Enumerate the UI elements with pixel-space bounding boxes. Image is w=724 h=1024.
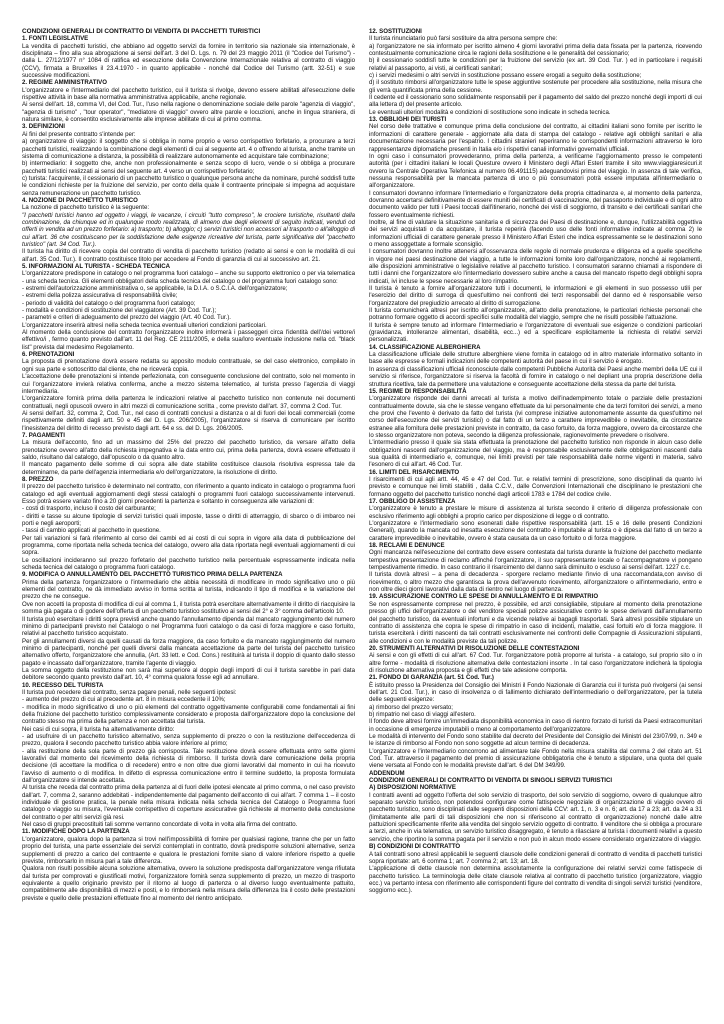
paragraph: - modalità e condizioni di sostituzione del viaggiatore (Art. 39 Cod. Tur.); bbox=[22, 307, 217, 315]
paragraph: Ove non accetti la proposta di modifica di cui al comma 1, il turista potrà esercitare alternativamente il diritto di riacquisire la somma già pagata o di godere dell'offerta di un pacchetto turistico sostitutivo ai sensi del 2° e 3° comma dell'articolo 10. bbox=[22, 600, 355, 616]
addendum-heading: CONDIZIONI GENERALI DI CONTRATTO DI VENDITA DI SINGOLI SERVIZI TURISTICI bbox=[369, 777, 613, 785]
paragraph: Il turista può esercitare i diritti sopra previsti anche quando l'annullamento dipenda dal mancato raggiungimento del numero minimo di partecipanti previsto nel Catalogo o nel Programma fuori catalogo o da casi di forza maggiore e caso fortuito, relativi al pacchetto turistico acquistato. bbox=[22, 615, 355, 638]
paragraph: Ai sensi dell'art. 18, comma VI, del Cod. Tur., l'uso nella ragione o denominazione sociale delle parole "agenzia di viaggio", "agenzia di turismo" , "tour operator", "mediatore di viaggio" ovvero altre parole e locuzioni, anche in lingua straniera, di natura similare, è consentito esclusivamente alle imprese abilitate di cui al primo comma. bbox=[22, 101, 355, 124]
paragraph: Il cedente ed il cessionario sono solidalmente responsabili per il pagamento del saldo del prezzo nonché degli importi di cui alla lettera d) del presente articolo. bbox=[369, 94, 702, 109]
paragraph: L'accettazione delle prenotazioni si intende perfezionata, con conseguente conclusione del contratto, solo nel momento in cui l'organizzatore invierà relativa conferma, anche a mezzo sistema telematico, al turista presso l'agenzia di viaggi intermediaria. bbox=[22, 373, 355, 395]
paragraph: Il turista può recedere dal contratto, senza pagare penali, nelle seguenti ipotesi: bbox=[22, 688, 237, 696]
paragraph: - parametri e criteri di adeguamento del prezzo del viaggio (Art. 40 Cod. Tur.). bbox=[22, 314, 231, 322]
paragraph: I consumatori dovranno informare l'intermediario e l'organizzatore della propria cittadinanza e, al momento della partenza, dovranno accertarsi definitivamente di essere muniti dei certificati di vaccinazione, del passaporto individuale e di ogni altro documento valido per tutti i Paesi toccati dall'itinerario, nonché dei visti di soggiorno, di transito e dei certificati sanitari che fossero eventualmente richiesti. bbox=[369, 189, 702, 219]
paragraph: Per gli annullamenti diversi da quelli causati da forza maggiore, da caso fortuito e da mancato raggiungimento del numero minimo di partecipanti, nonché per quelli diversi dalla mancata accettazione da parte del turista del pacchetto turistico alternativo offerto, l'organizzatore che annulla, (Art. 33 lett. e Cod. Cons.) restituirà al turista il doppio di quanto dallo stesso pagato e incassato dall'organizzatore, tramite l'agente di viaggio. bbox=[22, 637, 355, 667]
paragraph: La misura dell'acconto, fino ad un massimo del 25% del prezzo del pacchetto turistico, da versare all'atto della prenotazione ovvero all'atto della richiesta impegnativa e la data entro cui, prima della partenza, dovrà essere effettuato il saldo, risultano dal catalogo, dall'opuscolo o da quanto altro. bbox=[22, 439, 355, 461]
section-heading: 13. OBBLIGHI DEI TURISTI bbox=[369, 116, 447, 124]
section-heading: 15. REGIME DI RESPONSABILITÀ bbox=[369, 387, 467, 395]
paragraph: Le modalità di intervento del Fondo sono stabilite dal decreto del Presidente del Consiglio dei Ministri del 23/07/99, n. 349 e le istanze di rimborso al Fondo non sono soggette ad alcun termine di decadenza. bbox=[369, 733, 702, 748]
right-column bbox=[369, 28, 702, 1010]
paragraph: L'organizzatore e l'intermediario sono esonerati dalle rispettive responsabilità (artt. 15 e 16 delle presenti Condizioni Generali), quando la mancata od inesatta esecuzione del contratto è imputabile al turista o è dipesa dal fatto di un terzo a carattere imprevedibile o inevitabile, ovvero è stata causata da un caso fortuito o di forza maggiore. bbox=[369, 520, 702, 542]
section-heading: 1. FONTI LEGISLATIVE bbox=[22, 35, 89, 43]
paragraph: a) rimborso del prezzo versato; bbox=[369, 703, 453, 711]
paragraph: Il prezzo del pacchetto turistico è determinato nel contratto, con riferimento a quanto indicato in catalogo o programma fuori catalogo ed agli eventuali aggiornamenti degli stessi cataloghi o programmi fuori catalogo successivamente intervenuti. Esso potrà essere variato fino a 20 giorni precedenti la partenza e soltanto in conseguenza alle variazioni di: bbox=[22, 483, 355, 505]
paragraph: La proposta di prenotazione dovrà essere redatta su apposito modulo contrattuale, se del caso elettronico, compilato in ogni sua parte e sottoscritto dal cliente, che ne riceverà copia. bbox=[22, 358, 355, 373]
paragraph: In ogni caso i consumatori provvederanno, prima della partenza, a verificarne l'aggiornamento presso le competenti autorità (per i cittadini italiani le locali Questure ovvero il Ministero degli Affari Esteri tramite il sito www.viaggiaresicuri.it ovvero la Centrale Operativa Telefonica al numero 06.491115) adeguandovisi prima del viaggio. In assenza di tale verifica, nessuna responsabilità per la mancata partenza di uno o più consumatori potrà essere imputata all'intermediario o all'organizzatore. bbox=[369, 152, 702, 190]
paragraph: b) rimpatrio nel caso di viaggi all'estero. bbox=[369, 710, 476, 718]
section-heading: 3. DEFINIZIONI bbox=[22, 123, 65, 131]
paragraph: Nel caso di gruppi precostituiti tali somme verranno concordate di volta in volta alla firma del contratto. bbox=[22, 821, 298, 829]
paragraph: La classificazione ufficiale delle strutture alberghiere viene fornita in catalogo od in altro materiale informativo soltanto in base alle espresse e formali indicazioni delle competenti autorità del paese in cui il servizio è erogato. bbox=[369, 351, 702, 366]
paragraph: Il fondo deve altresì fornire un'immediata disponibilità economica in caso di rientro forzato di turisti da Paesi extracomunitari in occasione di emergenze imputabili o meno al comportamento dell'organizzatore. bbox=[369, 718, 702, 733]
paragraph: I risarcimenti di cui agli artt. 44, 45 e 47 del Cod. Tur. e relativi termini di prescrizione, sono disciplinati da quanto ivi previsto e comunque nei limiti stabiliti , dalla C.C.V., dalle Convenzioni Internazionali che disciplinano le prestazioni che formano oggetto del pacchetto turistico nonché dagli articoli 1783 e 1784 del codice civile. bbox=[369, 475, 702, 498]
paragraph: L'applicazione di dette clausole non determina assolutamente la configurazione dei relativi servizi come fattispecie di pacchetto turistico. La terminologia delle citate clausole relativa al contratto di pacchetto turistico (organizzatore, viaggio ecc.) va pertanto intesa con riferimento alle corrispondenti figure del contratto di vendita di singoli servizi turistici (venditore, soggiorno ecc.). bbox=[369, 865, 702, 895]
paragraph: Inoltre, al fine di valutare la situazione sanitaria e di sicurezza dei Paesi di destinazione e, dunque, l'utilizzabilità oggettiva dei servizi acquistati o da acquistare, il turista reperirà (facendo uso delle fonti informative indicate al comma 2) le informazioni ufficiali di carattere generale presso il Ministero Affari Esteri che indica espressamente se le destinazioni sono o meno assoggettate a formale sconsiglio. bbox=[369, 218, 702, 248]
paragraph: Nel corso delle trattative e comunque prima della conclusione del contratto, ai cittadini italiani sono fornite per iscritto le informazioni di carattere generale - aggiornate alla data di stampa del catalogo - relative agli obblighi sanitari e alla documentazione necessaria per l'espatrio. I cittadini stranieri reperiranno le corrispondenti informazioni attraverso le loro rappresentanze diplomatiche presenti in Italia e/o i rispettivi canali informativi governativi ufficiali. bbox=[369, 123, 702, 153]
paragraph: Le oscillazioni incideranno sul prezzo forfetario del pacchetto turistico nella percentuale espressamente indicata nella scheda tecnica del catalogo o programma fuori catalogo. bbox=[22, 556, 355, 572]
paragraph: Il turista è tenuto a fornire all'organizzatore tutti i documenti, le informazioni e gli elementi in suo possesso utili per l'esercizio del diritto di surroga di quest'ultimo nei confronti dei terzi responsabili del danno ed è responsabile verso l'organizzatore del pregiudizio arrecato al diritto di surrogazione. bbox=[369, 285, 702, 307]
section-heading: 18. RECLAMI E DENUNCE bbox=[369, 542, 445, 550]
paragraph: a) organizzatore di viaggio: il soggetto che si obbliga in nome proprio e verso corrispettivo forfetario, a procurare a terzi pacchetti turistici, realizzando la combinazione degli elementi di cui al seguente art. 4 o offrendo al turista, anche tramite un sistema di comunicazione a distanza, la possibilità di realizzare autonomamente ed acquistare tale combinazione; bbox=[22, 138, 355, 160]
addendum-heading: A) DISPOSIZIONI NORMATIVE bbox=[369, 784, 456, 792]
paragraph: Il turista è sempre tenuto ad informare l'Intermediario e l'organizzatore di eventuali sue esigenze o condizioni particolari (gravidanza, intolleranze alimentari, disabilità, ecc...) ed a specificare esplicitamente la richiesta di relativi servizi personalizzati. bbox=[369, 321, 702, 344]
paragraph: Prima della partenza l'organizzatore o l'intermediario che abbia necessità di modificare in modo significativo uno o più elementi del contratto, ne dà immediato avviso in forma scritta al turista, indicando il tipo di modifica e la variazione del prezzo che ne consegue. bbox=[22, 578, 355, 601]
section-heading: 19. ASSICURAZIONE CONTRO LE SPESE DI ANNULLAMENTO E DI RIMPATRIO bbox=[369, 593, 599, 601]
paragraph: Il mancato pagamento delle somme di cui sopra alle date stabilite costituisce clausola risolutiva espressa tale da determinarne, da parte dell'agenzia intermediaria e/o dell'organizzatore, la risoluzione di diritto. bbox=[22, 461, 355, 476]
paragraph: - estremi dell'autorizzazione amministrativa o, se applicabile, la D.I.A. o S.C.I.A. dell'organizzatore; bbox=[22, 285, 288, 293]
left-column bbox=[22, 28, 355, 1010]
section-heading: 7. PAGAMENTI bbox=[22, 431, 65, 439]
section-heading: 8. PREZZO bbox=[22, 475, 54, 483]
addendum-heading: B) CONDIZIONI DI CONTRATTO bbox=[369, 843, 461, 851]
paragraph: - tassi di cambio applicati al pacchetto in questione. bbox=[22, 527, 161, 535]
section-heading: 14. CLASSIFICAZIONE ALBERGHIERA bbox=[369, 343, 481, 351]
paragraph: In assenza di classificazioni ufficiali riconosciute dalle competenti Pubbliche Autorità dei Paesi anche membri della UE cui il servizio si riferisce, l'organizzatore si riserva la facoltà di fornire in catalogo o nel depliant una propria descrizione della struttura ricettiva, tale da permettere una valutazione e conseguente accettazione della stessa da parte del turista. bbox=[369, 365, 702, 388]
paragraph: Le eventuali ulteriori modalità e condizioni di sostituzione sono indicate in scheda tecnica. bbox=[369, 108, 611, 116]
paragraph: Nei casi di cui sopra, il turista ha alternativamente diritto: bbox=[22, 725, 175, 733]
paragraph: Al momento della conclusione del contratto l'organizzatore inoltre informerà i passeggeri circa l'identità dell'/dei vettore/i effettivo/i , fermo quanto previsto dall'art. 11 del Reg. CE 2111/2005, e della sua/loro eventuale inclusione nella cd. "black list" prevista dal medesimo Regolamento. bbox=[22, 329, 355, 351]
paragraph: - alla restituzione della sola parte di prezzo già corrisposta. Tale restituzione dovrà essere effettuata entro sette giorni lavorativi dal momento del ricevimento della richiesta di rimborso. Il turista dovrà dare comunicazione della propria decisione (di accettare la modifica o di recedere) entro e non oltre due giorni lavorativi dal momento in cui ha ricevuto l'avviso di aumento o di modifica. In difetto di espressa comunicazione entro il termine suddetto, la proposta formulata dall'organizzatore si intende accettata. bbox=[22, 747, 355, 785]
paragraph: Il turista dovrà altresì – a pena di decadenza - sporgere reclamo mediante l'invio di una raccomandata,con avviso di ricevimento, o altro mezzo che garantisca la prova dell'avvenuto ricevimento, all'organizzatore o all'intermediario, entro e non oltre dieci giorni lavorativi dalla data di rientro nel luogo di partenza. bbox=[369, 571, 702, 594]
paragraph: c) turista: l'acquirente, il cessionario di un pacchetto turistico o qualunque persona anche da nominare, purché soddisfi tutte le condizioni richieste per la fruizione del servizio, per conto della quale il contraente principale si impegna ad acquistare senza remunerazione un pacchetto turistico. bbox=[22, 174, 355, 197]
paragraph: b) il cessionario soddisfi tutte le condizioni per la fruizione del servizio (ex art. 39 Cod. Tur. ) ed in particolare i requisiti relativi al passaporto, ai visti, ai certificati sanitari; bbox=[369, 57, 702, 72]
paragraph: Se non espressamente comprese nel prezzo, è possibile, ed anzi consigliabile, stipulare al momento della prenotazione presso gli uffici dell'organizzatore o del venditore speciali polizze assicurative contro le spese derivanti dall'annullamento del pacchetto turistico, da eventuali infortuni e da vicende relative ai bagagli trasportati. Sarà altresì possibile stipulare un contratto di assistenza che copra le spese di rimpatrio in caso di incidenti, malattie, casi fortuiti e/o di forza maggiore. Il turista eserciterà i diritti nascenti da tali contratti esclusivamente nei confronti delle Compagnie di Assicurazioni stipulanti, alle condizioni e con le modalità previste da tali polizze. bbox=[369, 600, 702, 645]
paragraph: b) intermediario: il soggetto che, anche non professionalmente e senza scopo di lucro, vende o si obbliga a procurare pacchetti turistici realizzati ai sensi del seguente art. 4 verso un corrispettivo forfetario; bbox=[22, 160, 355, 175]
paragraph: A tali contratti sono altresì applicabili le seguenti clausole delle condizioni generali di contratto di vendita di pacchetti turistici sopra riportate: art. 6 comma 1; art. 7 comma 2; art. 13; art. 18. bbox=[369, 850, 702, 865]
paragraph: Il turista ha diritto di ricevere copia del contratto di vendita di pacchetto turistico (redatto ai sensi e con le modalità di cui all'art. 35 Cod. Tur.). Il contratto costituisce titolo per accedere al Fondo di garanzia di cui al successivo art. 21. bbox=[22, 248, 355, 263]
paragraph: Ai fini del presente contratto s'intende per: bbox=[22, 130, 136, 138]
paragraph: La nozione di pacchetto turistico è la seguente: bbox=[22, 204, 150, 212]
section-heading: 21. FONDO DI GARANZIA (art. 51 Cod. Tur.) bbox=[369, 674, 494, 682]
section-heading: 16. LIMITI DEL RISARCIMENTO bbox=[369, 468, 460, 476]
paragraph: Per tali variazioni si farà riferimento al corso dei cambi ed ai costi di cui sopra in vigore alla data di pubblicazione del programma, come riportata nella scheda tecnica del catalogo, ovvero alla data riportata negli eventuali aggiornamenti di cui sopra. bbox=[22, 534, 355, 557]
addendum-heading: ADDENDUM bbox=[369, 769, 405, 777]
section-heading: 12. SOSTITUZIONI bbox=[369, 28, 422, 35]
paragraph: - periodo di validità del catalogo o del programma fuori catalogo; bbox=[22, 299, 196, 307]
paragraph: L'organizzatore è tenuto a prestare le misure di assistenza al turista secondo il criterio di diligenza professionale con esclusivo riferimento agli obblighi a proprio carico per disposizione di legge o di contratto. bbox=[369, 505, 702, 520]
paragraph: I contratti aventi ad oggetto l'offerta del solo servizio di trasporto, del solo servizio di soggiorno, ovvero di qualunque altro separato servizio turistico, non potendosi configurare come fattispecie negoziale di organizzazione di viaggio ovvero di pacchetto turistico, sono disciplinati dalle seguenti disposizioni della CCV: art. 1, n. 3 e n. 6; art. da 17 a 23; art. da 24 a 31 (limitatamente alle parti di tali disposizioni che non si riferiscono al contratto di organizzazione) nonché dalle altre pattuizioni specificamente riferite alla vendita del singolo servizio oggetto di contratto. Il venditore che si obbliga a procurare a terzi, anche in via telematica, un servizio turistico disaggregato, è tenuto a rilasciare al turista i documenti relativi a questo servizio, che riportino la somma pagata per il servizio e non può in alcun modo essere considerato organizzatore di viaggio. bbox=[369, 791, 702, 843]
section-heading: 17. OBBLIGO DI ASSISTENZA bbox=[369, 498, 456, 505]
paragraph: d) il sostituto rimborsi all'organizzatore tutte le spese aggiuntive sostenute per procedere alla sostituzione, nella misura che gli verrà quantificata prima della cessione. bbox=[369, 79, 702, 94]
section-heading: 5. INFORMAZIONI AL TURISTA - SCHEDA TECNICA bbox=[22, 263, 171, 270]
paragraph: L'organizzatore predispone in catalogo o nel programma fuori catalogo – anche su supporto elettronico o per via telematica - una scheda tecnica. Gli elementi obbligatori della scheda tecnica del catalogo o del programma fuori catalogo sono: bbox=[22, 270, 355, 285]
paragraph: Il turista rinunciatario può farsi sostituire da altra persona sempre che: bbox=[369, 35, 558, 43]
paragraph: - estremi della polizza assicurativa di responsabilità civile; bbox=[22, 292, 178, 300]
paragraph: I consumatori dovranno inoltre attenersi all'osservanza delle regole di normale prudenza e diligenza ed a quelle specifiche in vigore nei paesi destinazione del viaggio, a tutte le informazioni fornite loro dall'organizzatore, nonché ai regolamenti, alle disposizioni amministrative o legislative relative al pacchetto turistico. I consumatori saranno chiamati a rispondere di tutti i danni che l'organizzatore e/o l'intermediario dovessero subire anche a causa del mancato rispetto degli obblighi sopra indicati, ivi incluse le spese necessarie al loro rimpatrio. bbox=[369, 248, 702, 285]
section-heading: 20. STRUMENTI ALTERNATIVI DI RISOLUZIONE DELLE CONTESTAZIONI bbox=[369, 644, 580, 652]
paragraph: - diritti e tasse su alcune tipologie di servizi turistici quali imposte, tasse o diritti di atterraggio, di sbarco o di imbarco nei porti e negli aeroporti; bbox=[22, 512, 355, 528]
paragraph: La vendita di pacchetti turistici, che abbiano ad oggetto servizi da fornire in territorio sia nazionale sia internazionale, è disciplinata – fino alla sua abrogazione ai sensi dell'art. 3 del D. Lgs. n. 79 del 23 maggio 2011 (il "Codice del Turismo") - dalla L. 27/12/1977 n° 1084 di ratifica ed esecuzione della Convenzione Internazionale relativa al contratto di viaggio (CCV), firmata a Bruxelles il 23.4.1970 - in quanto applicabile - nonché dal Codice del Turismo (artt. 32-51) e sue successive modificazioni. bbox=[22, 42, 355, 80]
section-heading: 4. NOZIONE DI PACCHETTO TURISTICO bbox=[22, 196, 138, 204]
section-heading: 6. PRENOTAZIONI bbox=[22, 351, 75, 359]
section-heading: 11. MODIFICHE DOPO LA PARTENZA bbox=[22, 828, 130, 836]
paragraph: L'organizzatore inserirà altresì nella scheda tecnica eventuali ulteriori condizioni particolari. bbox=[22, 321, 267, 329]
paragraph: - aumento del prezzo di cui al precedente art. 8 in misura eccedente il 10%; bbox=[22, 696, 226, 704]
paragraph: L'intermediario presso il quale sia stata effettuata la prenotazione del pacchetto turistico non risponde in alcun caso delle obbligazioni nascenti dall'organizzazione del viaggio, ma è responsabile esclusivamente delle obbligazioni nascenti dalla sua qualità di intermediario e, comunque, nei limiti previsti per tale responsabilità dalle norme vigenti in materia, salvo l'esonero di cui all'art. 46 Cod. Tur. bbox=[369, 439, 702, 469]
paragraph: L'organizzatore risponde dei danni arrecati al turista a motivo dell'inadempimento totale o parziale delle prestazioni contrattualmente dovute, sia che le stesse vengano effettuate da lui personalmente che da terzi fornitori dei servizi, a meno che provi che l'evento è derivato da fatto del turista (ivi comprese iniziative autonomamente assunte da quest'ultimo nel corso dell'esecuzione dei servizi turistici) o dal fatto di un terzo a carattere imprevedibile o inevitabile, da circostanze estranee alla fornitura delle prestazioni previste in contratto, da caso fortuito, da forza maggiore, ovvero da circostanze che lo stesso organizzatore non poteva, secondo la diligenza professionale, ragionevolmente prevedere o risolvere. bbox=[369, 395, 702, 439]
paragraph: - modifica in modo significativo di uno o più elementi del contratto oggettivamente configurabili come fondamentali ai fini della fruizione del pacchetto turistico complessivamente considerato e proposta dall'organizzatore dopo la conclusione del contratto stesso ma prima della partenza e non accettata dal turista. bbox=[22, 703, 355, 726]
paragraph: Il turista comunicherà altresì per iscritto all'organizzatore, all'atto della prenotazione, le particolari richieste personali che potranno formare oggetto di accordi specifici sulle modalità del viaggio, sempre che ne risulti possibile l'attuazione. bbox=[369, 307, 702, 322]
paragraph: La somma oggetto della restituzione non sarà mai superiore al doppio degli importi di cui il turista sarebbe in pari data debitore secondo quanto previsto dall'art. 10, 4° comma qualora fosse egli ad annullare. bbox=[22, 666, 355, 682]
document-title: CONDIZIONI GENERALI DI CONTRATTO DI VENDITA DI PACCHETTI TURISTICI bbox=[22, 28, 261, 35]
paragraph: Ogni mancanza nell'esecuzione del contratto deve essere contestata dal turista durante la fruizione del pacchetto mediante tempestiva presentazione di reclamo affinché l'organizzatore, il suo rappresentante locale o l'accompagnatore vi pongano tempestivamente rimedio. In caso contrario il risarcimento del danno sarà diminuito o escluso ai sensi dell'art. 1227 c.c. bbox=[369, 549, 702, 572]
paragraph: Qualora non risulti possibile alcuna soluzione alternativa, ovvero la soluzione predisposta dall'organizzatore venga rifiutata dal turista per comprovati e giustificati motivi, l'organizzatore fornirà senza supplemento di prezzo, un mezzo di trasporto equivalente a quello originario previsto per il ritorno al luogo di partenza o al diverso luogo eventualmente pattuito, compatibilmente alle disponibilità di mezzi e posti, e lo rimborserà nella misura della differenza tra il costo delle prestazioni previste e quello delle prestazioni effettuate fino al momento del rientro anticipato. bbox=[22, 865, 355, 902]
quoted-paragraph: "I pacchetti turistici hanno ad oggetto i viaggi, le vacanze, i circuiti "tutto compreso", le crociere turistiche, risultanti dalla combinazione, da chiunque ed in qualunque modo realizzata, di almeno due degli elementi di seguito indicati, venduti od offerti in vendita ad un prezzo forfetario: a) trasporto; b) alloggio; c) servizi turistici non accessori al trasporto o all'alloggio di cui all'art. 36 che costituiscano per la soddisfazione delle esigenze ricreative del turista, parte significativa del "pacchetto turistico" (art. 34 Cod. Tur.). bbox=[22, 211, 355, 248]
paragraph: a) l'organizzatore ne sia informato per iscritto almeno 4 giorni lavorativi prima della data fissata per la partenza, ricevendo contestualmente comunicazione circa le ragioni della sostituzione e le generalità del cessionario; bbox=[369, 42, 702, 58]
paragraph: L'organizzatore, qualora dopo la partenza si trovi nell'impossibilità di fornire per qualsiasi ragione, tranne che per un fatto proprio del turista, una parte essenziale dei servizi contemplati in contratto, dovrà predisporre soluzioni alternative, senza supplementi di prezzo a carico del contraente e qualora le prestazioni fornite siano di valore inferiore rispetto a quelle previste, rimborsarlo in misura pari a tale differenza. bbox=[22, 835, 355, 865]
paragraph: Ai sensi dell'art. 32, comma 2, Cod. Tur., nel caso di contratti conclusi a distanza o al di fuori dei locali commerciali (come rispettivamente definiti dagli artt. 50 e 45 del D. Lgs. 206/2005), l'organizzatore si riserva di comunicare per iscritto l'inesistenza del diritto di recesso previsto dagli artt. 64 e ss. del D. Lgs. 206/2005. bbox=[22, 409, 355, 432]
paragraph: L'organizzatore e l'intermediario concorrono ad alimentare tale Fondo nella misura stabilita dal comma 2 del citato art. 51 Cod. Tur. attraverso il pagamento del premio di assicurazione obbligatoria che è tenuto a stipulare, una quota del quale viene versata al Fondo con le modalità previste dall'art. 6 del DM 349/99. bbox=[369, 747, 702, 770]
section-heading: 10. RECESSO DEL TURISTA bbox=[22, 681, 104, 689]
paragraph: L'organizzatore e l'intermediario del pacchetto turistico, cui il turista si rivolge, devono essere abilitati all'esecuzione delle rispettive attività in base alla normativa amministrativa applicabile, anche regionale. bbox=[22, 86, 355, 102]
paragraph: c) i servizi medesimi o altri servizi in sostituzione possano essere erogati a seguito della sostituzione; bbox=[369, 72, 642, 80]
paragraph: - ad usufruire di un pacchetto turistico alternativo, senza supplemento di prezzo o con la restituzione dell'eccedenza di prezzo, qualora il secondo pacchetto turistico abbia valore inferiore al primo; bbox=[22, 733, 355, 748]
paragraph: Ai sensi e con gli effetti di cui all'art. 67 Cod. Tur. l'organizzatore potrà proporre al turista - a catalogo, sul proprio sito o in altre forme - modalità di risoluzione alternativa delle contestazioni insorte . In tal caso l'organizzatore indicherà la tipologia di risoluzione alternativa proposta e gli effetti che tale adesione comporta. bbox=[369, 652, 702, 674]
paragraph: È istituito presso la Presidenza del Consiglio dei Ministri il Fondo Nazionale di Garanzia cui il turista può rivolgersi (ai sensi dell'art. 21 Cod. Tur.), in caso di insolvenza o di fallimento dichiarato dell'intermediario o dell'organizzatore, per la tutela delle seguenti esigenze: bbox=[369, 681, 702, 704]
paragraph: L'organizzatore fornirà prima della partenza le indicazioni relative al pacchetto turistico non contenute nei documenti contrattuali, negli opuscoli ovvero in altri mezzi di comunicazione scritta , come previsto dall'art. 37, comma 2 Cod. Tur. bbox=[22, 395, 355, 410]
paragraph: - costi di trasporto, incluso il costo del carburante; bbox=[22, 505, 156, 513]
section-heading: 9. MODIFICA O ANNULLAMENTO DEL PACCHETTO TURISTICO PRIMA DELLA PARTENZA bbox=[22, 571, 283, 579]
section-heading: 2. REGIME AMMINISTRATIVO bbox=[22, 79, 107, 87]
paragraph: Al turista che receda dal contratto prima della partenza al di fuori delle ipotesi elencate al primo comma, o nel caso previsto dall'art. 7, comma 2, saranno addebitati - indipendentemente dal pagamento dell'acconto di cui all'art. 7 comma 1 – il costo individuale di gestione pratica, la penale nella misura indicata nella scheda tecnica del Catalogo o Programma fuori catalogo o viaggio su misura, l'eventuale corrispettivo di coperture assicurative già richieste al momento della conclusione del contratto o per altri servizi già resi. bbox=[22, 784, 355, 821]
